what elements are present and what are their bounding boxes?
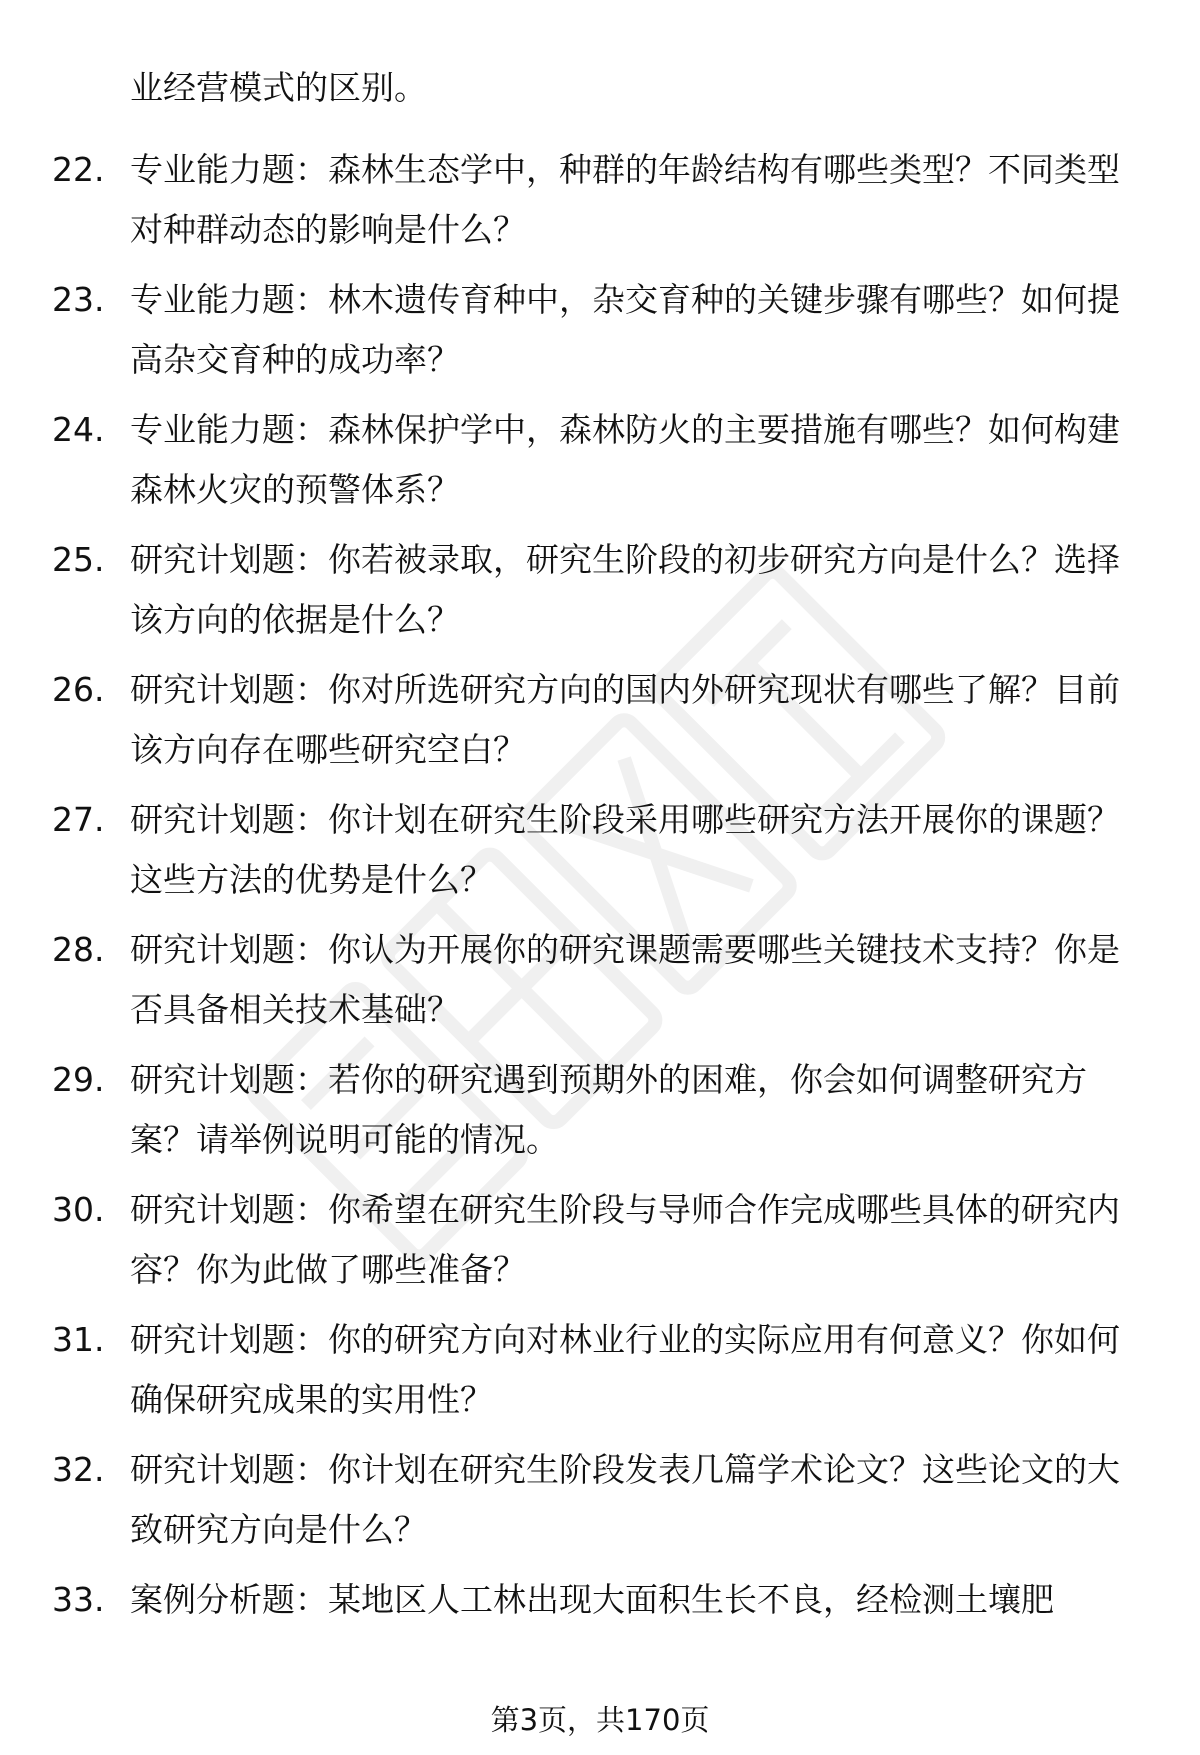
question-text: 案例分析题：某地区人工林出现大面积生长不良，经检测土壤肥 [130, 1580, 1054, 1619]
question-text: 研究计划题：你若被录取，研究生阶段的初步研究方向是什么？选择该方向的依据是什么？ [130, 540, 1120, 639]
question-item [0, 1180, 1200, 1310]
page-footer [0, 1700, 1200, 1740]
question-number: 28. [52, 930, 105, 969]
question-number: 24. [52, 410, 105, 449]
question-item [0, 1050, 1200, 1180]
question-text: 研究计划题：你的研究方向对林业行业的实际应用有何意义？你如何确保研究成果的实用性？ [130, 1320, 1120, 1419]
question-number: 26. [52, 670, 105, 709]
question-item [0, 400, 1200, 530]
question-item [0, 1440, 1200, 1570]
question-number: 33. [52, 1580, 105, 1619]
question-text: 专业能力题：森林生态学中，种群的年龄结构有哪些类型？不同类型对种群动态的影响是什么？ [130, 150, 1120, 249]
question-text: 专业能力题：森林保护学中，森林防火的主要措施有哪些？如何构建森林火灾的预警体系？ [130, 410, 1120, 509]
question-item [0, 140, 1200, 270]
carry-over-text: 业经营模式的区别。 [130, 68, 427, 107]
page-indicator: 第3页，共170页 [490, 1703, 710, 1737]
question-number: 29. [52, 1060, 105, 1099]
question-number: 25. [52, 540, 105, 579]
question-item [0, 270, 1200, 400]
question-text: 研究计划题：你计划在研究生阶段采用哪些研究方法开展你的课题？这些方法的优势是什么？ [130, 800, 1120, 899]
question-item [0, 530, 1200, 660]
question-text: 研究计划题：若你的研究遇到预期外的困难，你会如何调整研究方案？请举例说明可能的情况。 [130, 1060, 1087, 1159]
question-text: 研究计划题：你希望在研究生阶段与导师合作完成哪些具体的研究内容？你为此做了哪些准备？ [130, 1190, 1120, 1289]
question-number: 22. [52, 150, 105, 189]
question-item [0, 660, 1200, 790]
question-list [0, 140, 1200, 1700]
question-item [0, 1310, 1200, 1440]
question-number: 32. [52, 1450, 105, 1489]
question-text: 研究计划题：你认为开展你的研究课题需要哪些关键技术支持？你是否具备相关技术基础？ [130, 930, 1120, 1029]
question-number: 31. [52, 1320, 105, 1359]
question-item [0, 790, 1200, 920]
question-item [0, 920, 1200, 1050]
question-text: 研究计划题：你对所选研究方向的国内外研究现状有哪些了解？目前该方向存在哪些研究空白？ [130, 670, 1120, 769]
question-number: 23. [52, 280, 105, 319]
question-text: 专业能力题：林木遗传育种中，杂交育种的关键步骤有哪些？如何提高杂交育种的成功率？ [130, 280, 1120, 379]
question-text: 研究计划题：你计划在研究生阶段发表几篇学术论文？这些论文的大致研究方向是什么？ [130, 1450, 1120, 1549]
question-number: 27. [52, 800, 105, 839]
question-number: 30. [52, 1190, 105, 1229]
question-item [0, 1570, 1200, 1700]
